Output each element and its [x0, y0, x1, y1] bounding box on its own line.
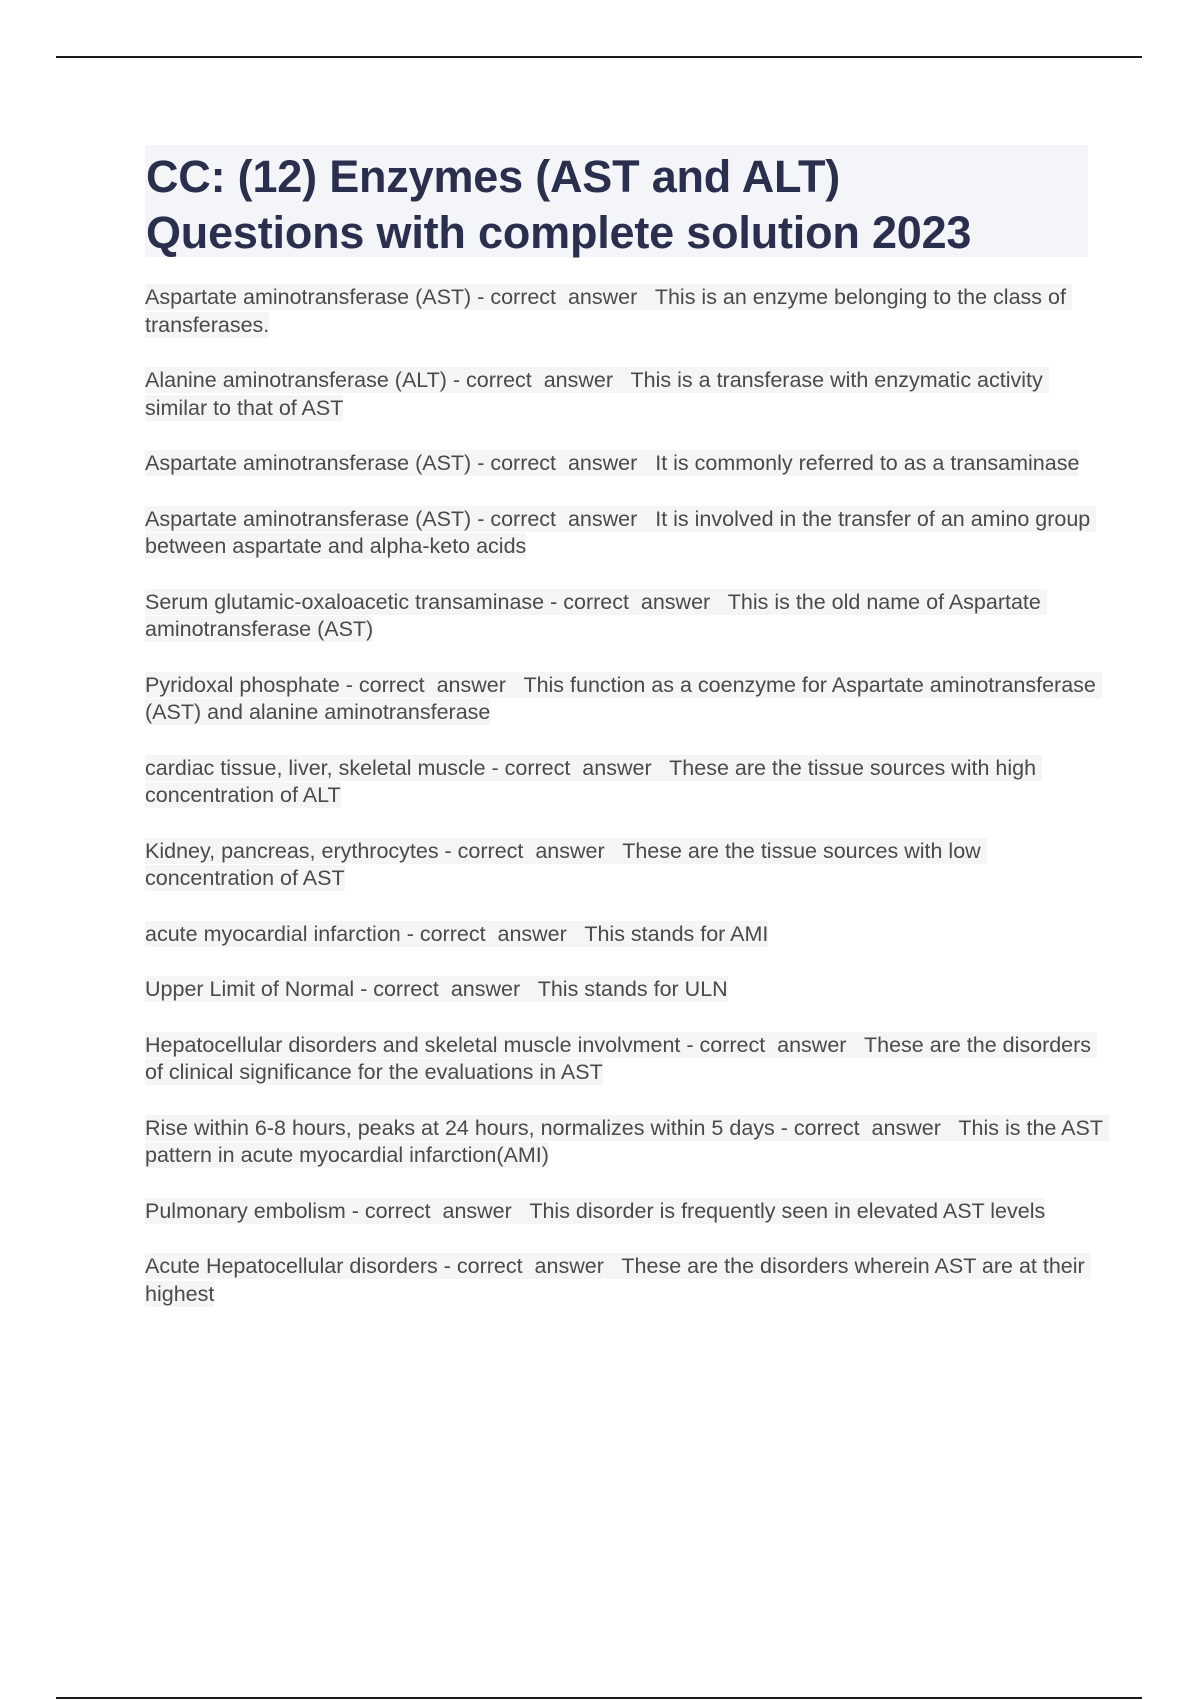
qa-separator: - correct answer [774, 1115, 959, 1140]
qa-item [145, 284, 1105, 339]
qa-answer: This is the AST pattern in acute myocardial infarction(AMI) [145, 1115, 1109, 1167]
qa-answer: This stands for AMI [584, 921, 769, 946]
qa-separator: - correct answer [544, 589, 728, 614]
qa-separator: - correct answer [354, 977, 538, 1001]
footer-rule [56, 1697, 1142, 1699]
qa-separator: - correct answer [471, 506, 656, 531]
qa-term: Aspartate aminotransferase (AST) [145, 506, 472, 531]
qa-term: Hepatocellular disorders and skeletal muscle involvment [145, 1032, 681, 1057]
qa-item [145, 367, 1105, 422]
qa-term: Kidney, pancreas, erythrocytes [145, 838, 439, 863]
qa-item [145, 589, 1105, 644]
qa-item [145, 1032, 1105, 1087]
qa-term: Pulmonary embolism [145, 1198, 346, 1223]
qa-term: Aspartate aminotransferase (AST) [145, 451, 472, 475]
qa-item [145, 1253, 1105, 1308]
qa-term: Alanine aminotransferase (ALT) [145, 368, 447, 392]
qa-separator: - correct answer [345, 1198, 530, 1223]
qa-separator: - correct answer [339, 672, 524, 697]
qa-separator: - correct answer [446, 368, 631, 392]
qa-answer: This function as a coenzyme for Aspartate aminotransferase (AST) and alanine aminotransferase [145, 672, 1102, 724]
qa-item [145, 506, 1105, 561]
qa-answer: This is an enzyme belonging to the class of transferases. [145, 285, 1072, 337]
qa-term: Serum glutamic-oxaloacetic transaminase [145, 589, 545, 614]
qa-item [145, 1115, 1109, 1170]
title-block [145, 145, 1088, 257]
title-line-2: Questions with complete solution 2023 [146, 207, 972, 258]
qa-item [145, 755, 1105, 810]
qa-answer: These are the tissue sources with low concentration of AST [145, 838, 987, 890]
qa-separator: - correct answer [485, 755, 670, 780]
qa-item [145, 976, 1105, 1004]
qa-term: Acute Hepatocellular disorders [145, 1254, 438, 1278]
qa-answer: It is involved in the transfer of an amino group between aspartate and alpha-keto acids [145, 506, 1097, 558]
qa-separator: - correct answer [437, 1254, 622, 1278]
qa-term: acute myocardial infarction [145, 921, 401, 946]
qa-term: cardiac tissue, liver, skeletal muscle [145, 755, 486, 780]
qa-item [145, 672, 1105, 727]
qa-item [145, 1198, 1105, 1226]
qa-answer: This stands for ULN [537, 977, 728, 1001]
qa-separator: - correct answer [438, 838, 623, 863]
qa-item [145, 450, 1105, 478]
qa-answer: These are the tissue sources with high concentration of ALT [145, 755, 1043, 807]
qa-term: Upper Limit of Normal [145, 977, 355, 1001]
qa-answer: It is commonly referred to as a transaminase [655, 451, 1080, 475]
qa-answer: These are the disorders wherein AST are at their highest [145, 1254, 1091, 1306]
title-line-1: CC: (12) Enzymes (AST and ALT) [146, 151, 841, 202]
qa-answer: This is a transferase with enzymatic activity similar to that of AST [145, 368, 1049, 420]
page-title [146, 149, 971, 261]
qa-item [145, 921, 1105, 949]
qa-separator: - correct answer [680, 1032, 864, 1057]
qa-term: Aspartate aminotransferase (AST) [145, 285, 472, 309]
qa-term: Pyridoxal phosphate [145, 672, 340, 697]
qa-separator: - correct answer [471, 451, 656, 475]
header-rule [56, 56, 1142, 58]
qa-list [145, 284, 1109, 1336]
qa-separator: - correct answer [471, 285, 655, 309]
qa-separator: - correct answer [400, 921, 585, 946]
qa-answer: These are the disorders of clinical significance for the evaluations in AST [145, 1032, 1098, 1084]
qa-answer: This is the old name of Aspartate aminotransferase (AST) [145, 589, 1047, 641]
qa-term: Rise within 6-8 hours, peaks at 24 hours, normalizes within 5 days [145, 1115, 775, 1140]
qa-answer: This disorder is frequently seen in elevated AST levels [529, 1198, 1046, 1223]
qa-item [145, 838, 1105, 893]
